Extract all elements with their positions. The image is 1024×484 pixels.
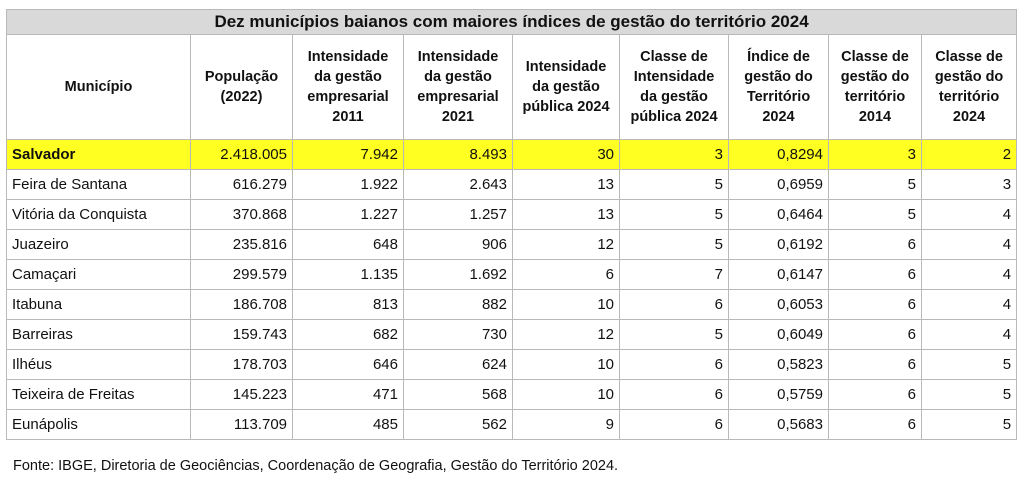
value-cell: 1.135: [293, 260, 404, 290]
column-header: Índice de gestão do Território 2024: [729, 35, 829, 140]
municipality-name-cell: Vitória da Conquista: [7, 200, 191, 230]
value-cell: 30: [513, 140, 620, 170]
value-cell: 2.418.005: [191, 140, 293, 170]
value-cell: 485: [293, 410, 404, 440]
value-cell: 5: [829, 200, 922, 230]
value-cell: 6: [829, 350, 922, 380]
table-body: [7, 140, 1017, 440]
value-cell: 13: [513, 170, 620, 200]
value-cell: 0,6464: [729, 200, 829, 230]
value-cell: 3: [829, 140, 922, 170]
table-title: Dez municípios baianos com maiores índices de gestão do território 2024: [7, 10, 1017, 35]
value-cell: 113.709: [191, 410, 293, 440]
value-cell: 1.692: [404, 260, 513, 290]
table-row: [7, 380, 1017, 410]
value-cell: 6: [829, 320, 922, 350]
value-cell: 12: [513, 230, 620, 260]
value-cell: 5: [620, 320, 729, 350]
value-cell: 1.922: [293, 170, 404, 200]
value-cell: 624: [404, 350, 513, 380]
value-cell: 10: [513, 380, 620, 410]
municipality-name-cell: Feira de Santana: [7, 170, 191, 200]
value-cell: 1.257: [404, 200, 513, 230]
value-cell: 4: [922, 320, 1017, 350]
value-cell: 6: [829, 410, 922, 440]
column-header: População (2022): [191, 35, 293, 140]
value-cell: 646: [293, 350, 404, 380]
column-header: Classe de gestão do território 2014: [829, 35, 922, 140]
value-cell: 370.868: [191, 200, 293, 230]
value-cell: 4: [922, 200, 1017, 230]
value-cell: 145.223: [191, 380, 293, 410]
value-cell: 6: [620, 350, 729, 380]
value-cell: 6: [620, 380, 729, 410]
value-cell: 562: [404, 410, 513, 440]
value-cell: 159.743: [191, 320, 293, 350]
value-cell: 5: [922, 380, 1017, 410]
value-cell: 5: [829, 170, 922, 200]
value-cell: 0,6049: [729, 320, 829, 350]
municipal-management-table: [6, 9, 1017, 440]
table-row: [7, 260, 1017, 290]
municipality-name-cell: Itabuna: [7, 290, 191, 320]
table-row: [7, 410, 1017, 440]
value-cell: 5: [922, 350, 1017, 380]
column-header: Classe de Intensidade da gestão pública 2024: [620, 35, 729, 140]
table-row: [7, 170, 1017, 200]
table-row: [7, 140, 1017, 170]
value-cell: 7: [620, 260, 729, 290]
value-cell: 186.708: [191, 290, 293, 320]
column-header-row: [7, 35, 1017, 140]
value-cell: 0,6147: [729, 260, 829, 290]
value-cell: 178.703: [191, 350, 293, 380]
column-header: Intensidade da gestão pública 2024: [513, 35, 620, 140]
table-row: [7, 290, 1017, 320]
value-cell: 0,5759: [729, 380, 829, 410]
table-row: [7, 350, 1017, 380]
value-cell: 471: [293, 380, 404, 410]
value-cell: 5: [922, 410, 1017, 440]
value-cell: 6: [620, 410, 729, 440]
value-cell: 813: [293, 290, 404, 320]
municipality-name-cell: Juazeiro: [7, 230, 191, 260]
value-cell: 882: [404, 290, 513, 320]
source-note: Fonte: IBGE, Diretoria de Geociências, Coordenação de Geografia, Gestão do Território 2024.: [13, 458, 619, 474]
value-cell: 0,5823: [729, 350, 829, 380]
value-cell: 7.942: [293, 140, 404, 170]
value-cell: 8.493: [404, 140, 513, 170]
value-cell: 2: [922, 140, 1017, 170]
table-row: [7, 200, 1017, 230]
value-cell: 0,6192: [729, 230, 829, 260]
value-cell: 4: [922, 260, 1017, 290]
value-cell: 10: [513, 290, 620, 320]
municipality-name-cell: Ilhéus: [7, 350, 191, 380]
municipality-name-cell: Eunápolis: [7, 410, 191, 440]
value-cell: 10: [513, 350, 620, 380]
value-cell: 4: [922, 230, 1017, 260]
municipal-table-container: [6, 9, 1016, 440]
table-row: [7, 230, 1017, 260]
value-cell: 682: [293, 320, 404, 350]
value-cell: 6: [829, 260, 922, 290]
value-cell: 0,8294: [729, 140, 829, 170]
value-cell: 5: [620, 200, 729, 230]
value-cell: 5: [620, 230, 729, 260]
value-cell: 299.579: [191, 260, 293, 290]
column-header: Município: [7, 35, 191, 140]
column-header: Classe de gestão do território 2024: [922, 35, 1017, 140]
value-cell: 906: [404, 230, 513, 260]
value-cell: 0,6959: [729, 170, 829, 200]
municipality-name-cell: Teixeira de Freitas: [7, 380, 191, 410]
value-cell: 3: [922, 170, 1017, 200]
value-cell: 568: [404, 380, 513, 410]
value-cell: 13: [513, 200, 620, 230]
value-cell: 235.816: [191, 230, 293, 260]
value-cell: 2.643: [404, 170, 513, 200]
value-cell: 6: [829, 290, 922, 320]
municipality-name-cell: Barreiras: [7, 320, 191, 350]
value-cell: 730: [404, 320, 513, 350]
value-cell: 6: [829, 380, 922, 410]
value-cell: 0,6053: [729, 290, 829, 320]
value-cell: 6: [620, 290, 729, 320]
value-cell: 12: [513, 320, 620, 350]
column-header: Intensidade da gestão empresarial 2021: [404, 35, 513, 140]
column-header: Intensidade da gestão empresarial 2011: [293, 35, 404, 140]
value-cell: 648: [293, 230, 404, 260]
municipality-name-cell: Salvador: [7, 140, 191, 170]
value-cell: 0,5683: [729, 410, 829, 440]
value-cell: 6: [829, 230, 922, 260]
value-cell: 4: [922, 290, 1017, 320]
municipality-name-cell: Camaçari: [7, 260, 191, 290]
value-cell: 3: [620, 140, 729, 170]
value-cell: 9: [513, 410, 620, 440]
value-cell: 616.279: [191, 170, 293, 200]
value-cell: 6: [513, 260, 620, 290]
table-row: [7, 320, 1017, 350]
value-cell: 5: [620, 170, 729, 200]
value-cell: 1.227: [293, 200, 404, 230]
